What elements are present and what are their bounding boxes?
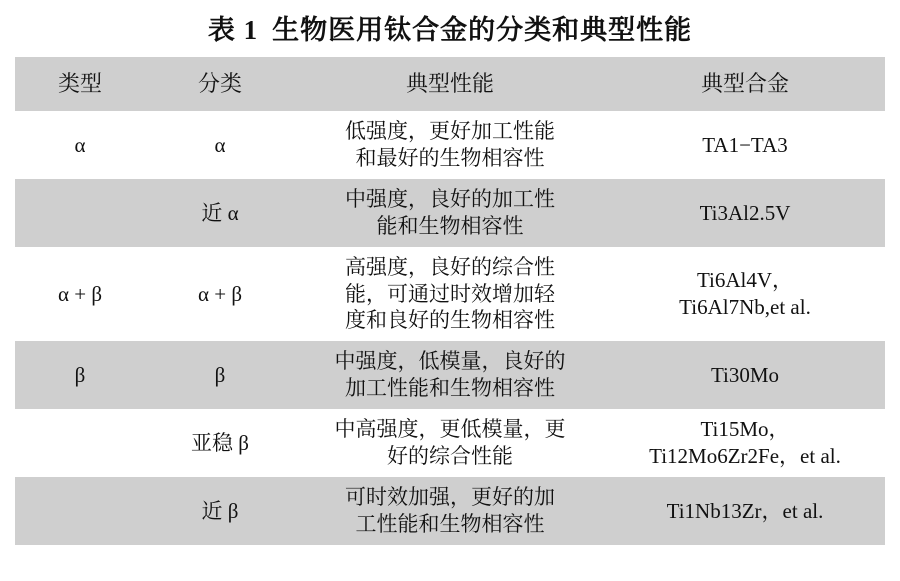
properties-line: 中强度，良好的加工性 <box>345 187 555 212</box>
cell-alloy <box>605 179 885 247</box>
cell-alloy <box>605 247 885 341</box>
table-caption <box>0 0 900 57</box>
alloy-line: Ti15Mo， <box>700 417 790 442</box>
cell-alloy <box>605 111 885 179</box>
cell-type: β <box>15 341 145 409</box>
table-row <box>15 477 885 545</box>
cell-classification: 近 β <box>145 477 295 545</box>
cell-type <box>15 179 145 247</box>
alloy-line: TA1−TA3 <box>702 132 788 157</box>
column-header-properties: 典型性能 <box>295 57 605 111</box>
cell-classification: 近 α <box>145 179 295 247</box>
table-row <box>15 111 885 179</box>
column-header-type: 类型 <box>15 57 145 111</box>
properties-line: 高强度，良好的综合性 <box>345 254 555 279</box>
alloy-line: Ti3Al2.5V <box>699 200 791 225</box>
cell-classification: β <box>145 341 295 409</box>
alloy-line: Ti6Al4V， <box>696 268 794 293</box>
table-row <box>15 341 885 409</box>
cell-properties <box>295 341 605 409</box>
properties-line: 工性能和生物相容性 <box>355 512 545 536</box>
column-header-classification: 分类 <box>145 57 295 111</box>
table-row <box>15 409 885 477</box>
cell-type <box>15 477 145 545</box>
table-header-row <box>15 57 885 111</box>
caption-number: 表 1 <box>207 15 259 45</box>
cell-properties <box>295 247 605 341</box>
cell-properties <box>295 179 605 247</box>
table-header <box>15 57 885 111</box>
properties-line: 中高强度，更低模量，更 <box>334 417 566 442</box>
cell-alloy <box>605 341 885 409</box>
table-row <box>15 247 885 341</box>
properties-line: 可时效加强，更好的加 <box>345 485 555 510</box>
alloy-line: Ti1Nb13Zr，et al. <box>666 498 824 523</box>
alloy-line: Ti6Al7Nb,et al. <box>679 295 811 319</box>
cell-classification: α + β <box>145 247 295 341</box>
caption-title: 生物医用钛合金的分类和典型性能 <box>272 15 693 45</box>
alloy-line: Ti30Mo <box>710 362 780 387</box>
cell-type: α <box>15 111 145 179</box>
cell-type <box>15 409 145 477</box>
cell-classification: α <box>145 111 295 179</box>
column-header-alloy: 典型合金 <box>605 57 885 111</box>
cell-classification: 亚稳 β <box>145 409 295 477</box>
cell-properties <box>295 111 605 179</box>
properties-line: 能和生物相容性 <box>376 214 524 238</box>
cell-properties <box>295 477 605 545</box>
cell-alloy <box>605 409 885 477</box>
properties-line: 好的综合性能 <box>387 444 513 468</box>
table-row <box>15 179 885 247</box>
properties-line: 度和良好的生物相容性 <box>345 308 555 333</box>
cell-alloy <box>605 477 885 545</box>
properties-line: 低强度，更好加工性能 <box>345 119 555 144</box>
table-body <box>15 111 885 545</box>
properties-line: 能，可通过时效增加轻 <box>345 281 555 306</box>
properties-line: 和最好的生物相容性 <box>355 146 545 170</box>
properties-line: 中强度，低模量，良好的 <box>334 349 566 374</box>
titanium-alloy-table <box>15 57 885 545</box>
alloy-line: Ti12Mo6Zr2Fe，et al. <box>649 444 841 468</box>
cell-properties <box>295 409 605 477</box>
cell-type: α + β <box>15 247 145 341</box>
properties-line: 加工性能和生物相容性 <box>345 376 555 400</box>
